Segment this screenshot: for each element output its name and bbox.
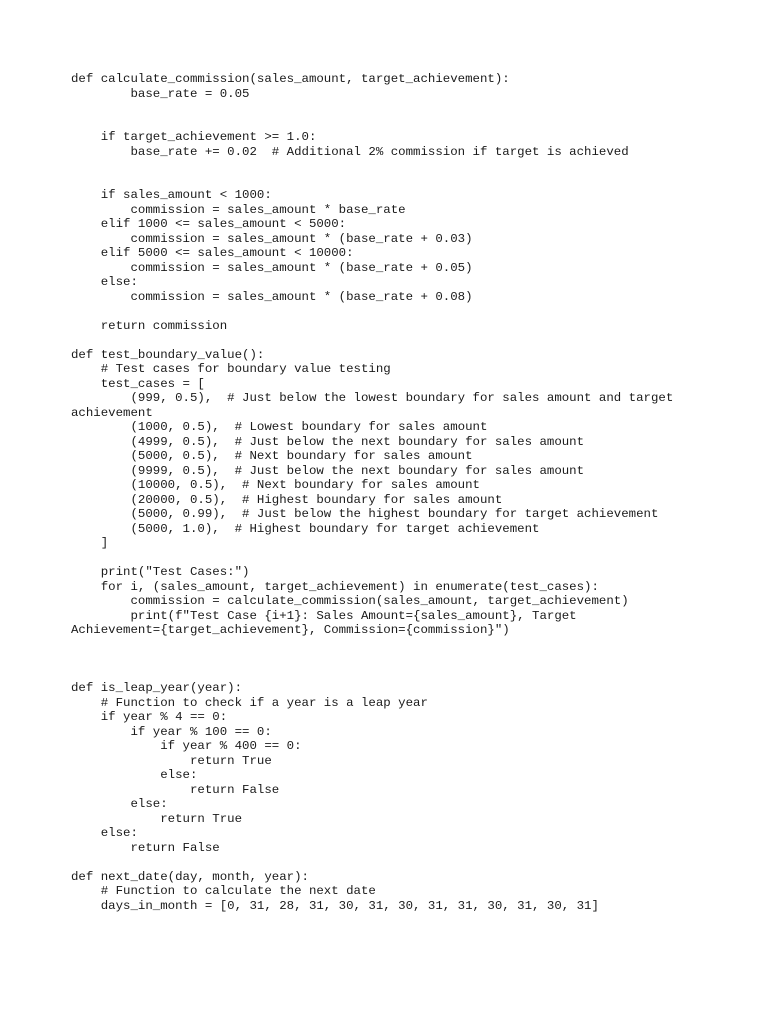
code-line: # Function to calculate the next date [71, 884, 376, 898]
code-line [71, 667, 751, 682]
code-line: if year % 400 == 0: [71, 739, 302, 753]
code-line: else: [71, 826, 138, 840]
code-line [71, 652, 751, 667]
code-line: base_rate += 0.02 # Additional 2% commission if target is achieved [71, 144, 629, 159]
code-line: if target_achievement >= 1.0: [71, 130, 317, 144]
code-line [71, 101, 751, 116]
code-line: print("Test Cases:") [71, 565, 250, 579]
code-line: else: [71, 768, 198, 782]
code-line: (9999, 0.5), # Just below the next boundary for sales amount [71, 463, 585, 478]
code-line: for i, (sales_amount, target_achievement) in enumerate(test_cases): [71, 579, 599, 594]
code-line: commission = sales_amount * base_rate [71, 202, 406, 217]
code-line: (1000, 0.5), # Lowest boundary for sales amount [71, 420, 488, 434]
code-line: (5000, 0.5), # Next boundary for sales amount [71, 449, 473, 463]
code-line: def test_boundary_value(): [71, 347, 265, 362]
code-line: elif 1000 <= sales_amount < 5000: [71, 217, 347, 231]
code-line: # Test cases for boundary value testing [71, 362, 391, 376]
code-line [71, 855, 751, 870]
code-line: test_cases = [ [71, 376, 205, 391]
code-line: if sales_amount < 1000: [71, 188, 272, 202]
code-line: def calculate_commission(sales_amount, target_achievement): [71, 72, 510, 86]
code-line: return commission [71, 318, 228, 333]
code-line: (4999, 0.5), # Just below the next boundary for sales amount [71, 434, 585, 449]
code-line: if year % 100 == 0: [71, 724, 272, 739]
code-line [71, 638, 751, 653]
code-line: commission = calculate_commission(sales_amount, target_achievement) [71, 594, 629, 608]
code-line: (10000, 0.5), # Next boundary for sales amount [71, 478, 480, 492]
code-listing [71, 72, 751, 913]
code-line: def is_leap_year(year): [71, 681, 243, 695]
code-line: elif 5000 <= sales_amount < 10000: [71, 246, 354, 260]
code-line: else: [71, 275, 138, 289]
code-line: commission = sales_amount * (base_rate + 0.08) [71, 289, 473, 304]
code-line: (5000, 1.0), # Highest boundary for target achievement [71, 521, 540, 536]
code-line [71, 174, 751, 189]
code-line: commission = sales_amount * (base_rate + 0.03) [71, 231, 473, 246]
code-line: def next_date(day, month, year): [71, 869, 309, 884]
code-line: achievement [71, 405, 153, 420]
code-line: commission = sales_amount * (base_rate + 0.05) [71, 260, 473, 275]
code-line: return False [71, 840, 220, 855]
code-line [71, 159, 751, 174]
code-line: Achievement={target_achievement}, Commission={commission}") [71, 623, 510, 637]
code-line: else: [71, 797, 168, 811]
code-line [71, 116, 751, 131]
code-line: (999, 0.5), # Just below the lowest boundary for sales amount and target [71, 391, 674, 405]
code-line: if year % 4 == 0: [71, 710, 228, 724]
code-line: days_in_month = [0, 31, 28, 31, 30, 31, 30, 31, 31, 30, 31, 30, 31] [71, 898, 599, 913]
code-line: (5000, 0.99), # Just below the highest boundary for target achievement [71, 507, 659, 521]
code-line: ] [71, 536, 109, 550]
code-line: base_rate = 0.05 [71, 86, 250, 101]
code-line [71, 304, 751, 319]
code-line: return False [71, 782, 280, 797]
code-line: print(f"Test Case {i+1}: Sales Amount={sales_amount}, Target [71, 608, 577, 623]
code-line: return True [71, 753, 272, 768]
code-line: (20000, 0.5), # Highest boundary for sales amount [71, 492, 503, 507]
code-line [71, 333, 751, 348]
code-line [71, 551, 751, 566]
code-line: return True [71, 811, 243, 826]
code-line: # Function to check if a year is a leap year [71, 695, 428, 710]
